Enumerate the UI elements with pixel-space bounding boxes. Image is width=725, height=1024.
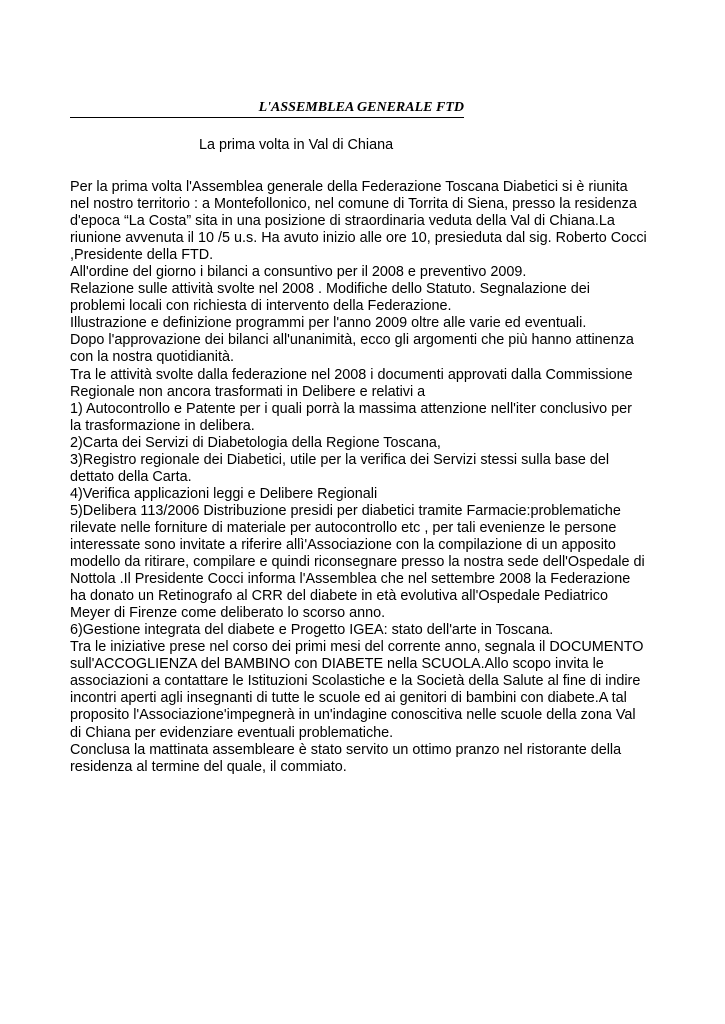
body-line: interessate sono invitate a riferire allì'Associazione con la compilazione di un apposito bbox=[70, 536, 616, 553]
body-line: dettato della Carta. bbox=[70, 468, 192, 485]
body-line: residenza al termine del quale, il commiato. bbox=[70, 758, 347, 775]
body-line: incontri aperti agli insegnanti di tutte le scuole ed ai genitori di bambini con diabete.A tal bbox=[70, 690, 627, 707]
body-line: Relazione sulle attività svolte nel 2008 . Modifiche dello Statuto. Segnalazione dei bbox=[70, 281, 590, 298]
body-line: ,Presidente della FTD. bbox=[70, 247, 214, 264]
body-line: modello da ritirare, compilare e quindi riconsegnare presso la nostra sede dell'Ospedale di bbox=[70, 554, 645, 571]
body-line: la trasformazione in delibera. bbox=[70, 417, 255, 434]
body-line: Illustrazione e definizione programmi per l'anno 2009 oltre alle varie ed eventuali. bbox=[70, 315, 587, 332]
body-line: con la nostra quotidianità. bbox=[70, 349, 235, 366]
body-line: Nottola .Il Presidente Cocci informa l'Assemblea che nel settembre 2008 la Federazione bbox=[70, 571, 631, 588]
body-line: Tra le attività svolte dalla federazione nel 2008 i documenti approvati dalla Commissione bbox=[70, 366, 633, 383]
body-line: sull'ACCOGLIENZA del BAMBINO con DIABETE nella SCUOLA.Allo scopo invita le bbox=[70, 656, 604, 673]
body-line: All'ordine del giorno i bilanci a consuntivo per il 2008 e preventivo 2009. bbox=[70, 264, 527, 281]
document-body bbox=[70, 179, 670, 776]
body-line: 5)Delibera 113/2006 Distribuzione presidi per diabetici tramite Farmacie:problematiche bbox=[70, 502, 621, 519]
body-line: 2)Carta dei Servizi di Diabetologia della Regione Toscana, bbox=[70, 434, 441, 451]
body-line: Meyer di Firenze come deliberato lo scorso anno. bbox=[70, 605, 386, 622]
body-line: d'epoca “La Costa” sita in una posizione di straordinaria veduta della Val di Chiana.La bbox=[70, 213, 615, 230]
body-line: ha donato un Retinografo al CRR del diabete in età evolutiva all'Ospedale Pediatrico bbox=[70, 588, 608, 605]
body-line: rilevate nelle forniture di materiale per autocontrollo etc , per tali evenienze le persone bbox=[70, 519, 617, 536]
body-line: Tra le iniziative prese nel corso dei primi mesi del corrente anno, segnala il DOCUMENTO bbox=[70, 639, 644, 656]
body-line: Conclusa la mattinata assembleare è stato servito un ottimo pranzo nel ristorante della bbox=[70, 741, 622, 758]
body-line: 1) Autocontrollo e Patente per i quali porrà la massima attenzione nell'iter conclusivo per bbox=[70, 400, 632, 417]
body-line: Per la prima volta l'Assemblea generale della Federazione Toscana Diabetici si è riunita bbox=[70, 179, 628, 195]
body-line: nel nostro territorio : a Montefollonico, nel comune di Torrita di Siena, presso la residenza bbox=[70, 196, 637, 213]
document-heading: L'ASSEMBLEA GENERALE FTD bbox=[70, 99, 464, 118]
body-line: problemi locali con richiesta di intervento della Federazione. bbox=[70, 298, 452, 315]
body-line: Regionale non ancora trasformati in Delibere e relativi a bbox=[70, 383, 426, 400]
body-line: 4)Verifica applicazioni leggi e Delibere Regionali bbox=[70, 485, 378, 502]
body-line: 3)Registro regionale dei Diabetici, utile per la verifica dei Servizi stessi sulla base del bbox=[70, 451, 610, 468]
body-line: di Chiana per evidenziare eventuali problematiche. bbox=[70, 724, 394, 741]
body-line: 6)Gestione integrata del diabete e Progetto IGEA: stato dell'arte in Toscana. bbox=[70, 622, 554, 639]
body-line: Dopo l'approvazione dei bilanci all'unanimità, ecco gli argomenti che più hanno attinenza bbox=[70, 332, 634, 349]
document-subtitle: La prima volta in Val di Chiana bbox=[199, 137, 394, 153]
body-line: associazioni a contattare le Istituzioni Scolastiche e la Società della Salute al fine di indire bbox=[70, 673, 641, 690]
body-line: proposito l'Associazione'impegnerà in un'indagine conoscitiva nelle scuole della zona Val bbox=[70, 707, 636, 724]
body-line: riunione avvenuta il 10 /5 u.s. Ha avuto inizio alle ore 10, presieduta dal sig. Roberto Cocci bbox=[70, 230, 647, 247]
